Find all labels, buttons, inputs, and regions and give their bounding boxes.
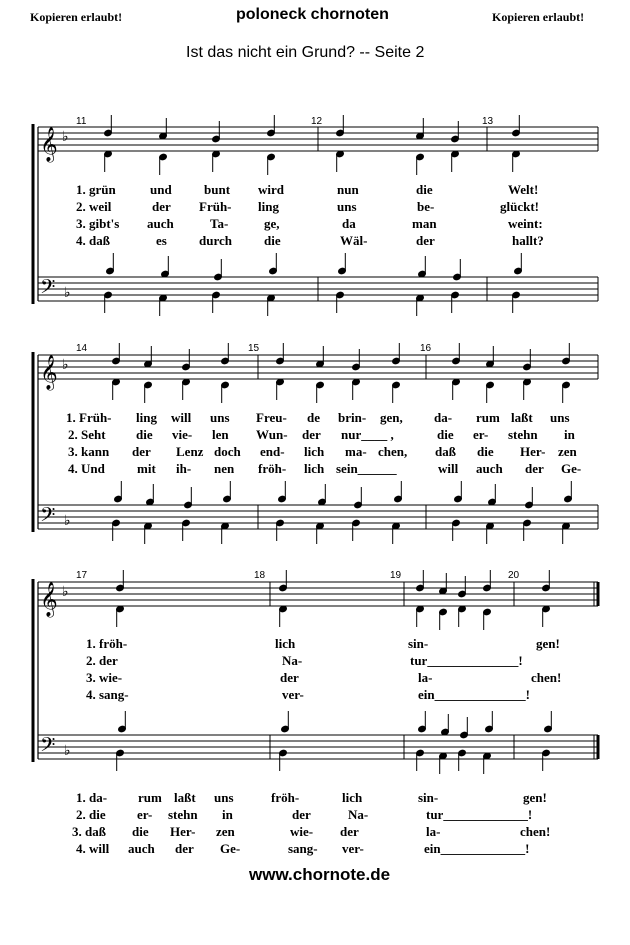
lyric-syllable: 1. fröh- [86, 636, 128, 651]
measure-number: 15 [248, 343, 260, 354]
lyric-syllable: ling [136, 410, 157, 425]
lyric-syllable: bunt [204, 182, 231, 197]
lyric-syllable: 4. Und [68, 461, 105, 476]
measure-number: 19 [390, 570, 402, 581]
lyric-syllable: gen! [523, 790, 547, 805]
lyric-syllable: laßt [511, 410, 533, 425]
lyric-syllable: weint: [508, 216, 543, 231]
measure-number: 12 [311, 116, 323, 127]
lyric-syllable: uns [214, 790, 234, 805]
lyric-syllable: nun [337, 182, 359, 197]
lyric-syllable: Ge- [561, 461, 582, 476]
lyric-syllable: vie- [172, 427, 193, 442]
lyric-syllable: doch [214, 444, 241, 459]
lyric-syllable: tur_____________! [426, 807, 533, 822]
lyric-syllable: der [525, 461, 544, 476]
lyric-syllable: Her- [170, 824, 196, 839]
lyric-syllable: sang- [288, 841, 318, 856]
lyric-syllable: er- [137, 807, 153, 822]
lyric-syllable: 4. sang- [86, 687, 129, 702]
lyric-syllable: 3. gibt's [76, 216, 120, 231]
lyric-syllable: 3. kann [68, 444, 110, 459]
lyric-syllable: glückt! [500, 199, 539, 214]
copy-note-right: Kopieren erlaubt! [492, 10, 585, 24]
lyric-syllable: da [342, 216, 356, 231]
lyric-syllable: Freu- [256, 410, 287, 425]
lyric-syllable: in [222, 807, 233, 822]
lyric-syllable: ge, [264, 216, 280, 231]
lyric-syllable: laßt [174, 790, 196, 805]
lyric-syllable: Na- [282, 653, 303, 668]
svg-text:𝄢: 𝄢 [40, 275, 56, 303]
lyric-syllable: tur______________! [410, 653, 523, 668]
lyric-syllable: Wun- [256, 427, 288, 442]
lyric-syllable: 1. grün [76, 182, 116, 197]
lyric-syllable: der [280, 670, 299, 685]
lyric-syllable: es [156, 233, 167, 248]
lyric-syllable: lich [342, 790, 363, 805]
svg-text:𝄞: 𝄞 [40, 582, 58, 617]
lyric-syllable: ling [258, 199, 279, 214]
lyric-syllable: uns [210, 410, 230, 425]
lyric-syllable: ver- [342, 841, 364, 856]
lyric-syllable: 3. daß [72, 824, 106, 839]
lyric-syllable: Wäl- [340, 233, 368, 248]
lyric-syllable: sin- [418, 790, 439, 805]
lyric-syllable: sein______ [336, 461, 397, 476]
svg-text:♭: ♭ [62, 129, 69, 145]
lyric-syllable: fröh- [271, 790, 300, 805]
lyric-syllable: auch [476, 461, 503, 476]
svg-text:♭: ♭ [64, 513, 71, 529]
lyric-syllable: brin- [338, 410, 367, 425]
lyric-syllable: chen, [378, 444, 408, 459]
page-subtitle: Ist das nicht ein Grund? -- Seite 2 [186, 44, 425, 61]
lyric-syllable: lich [275, 636, 296, 651]
lyric-syllable: 1. da- [76, 790, 108, 805]
measure-number: 20 [508, 570, 520, 581]
svg-text:♭: ♭ [64, 285, 71, 301]
svg-text:𝄢: 𝄢 [40, 503, 56, 531]
lyric-syllable: will [171, 410, 192, 425]
lyric-syllable: la- [418, 670, 433, 685]
measure-number: 11 [76, 116, 87, 127]
lyric-syllable: ma- [345, 444, 367, 459]
lyric-syllable: stehn [508, 427, 538, 442]
footer-url[interactable]: www.chornote.de [249, 865, 391, 884]
lyric-syllable: gen, [380, 410, 403, 425]
lyric-syllable: die [477, 444, 494, 459]
lyric-syllable: der [340, 824, 359, 839]
lyric-syllable: uns [337, 199, 357, 214]
lyric-syllable: stehn [168, 807, 198, 822]
lyric-syllable: Her- [520, 444, 546, 459]
lyric-syllable: der [292, 807, 311, 822]
lyric-syllable: la- [426, 824, 441, 839]
lyric-syllable: Ge- [220, 841, 241, 856]
lyric-syllable: da- [434, 410, 453, 425]
lyric-syllable: der [152, 199, 171, 214]
lyric-syllable: ein______________! [418, 687, 530, 702]
lyric-syllable: be- [417, 199, 435, 214]
lyric-syllable: auch [128, 841, 155, 856]
lyric-syllable: gen! [536, 636, 560, 651]
lyric-syllable: und [150, 182, 172, 197]
lyric-syllable: wird [258, 182, 284, 197]
svg-text:♭: ♭ [62, 584, 69, 600]
svg-text:𝄞: 𝄞 [40, 127, 58, 162]
lyric-syllable: die [264, 233, 281, 248]
lyric-syllable: durch [199, 233, 232, 248]
lyric-syllable: ein_____________! [424, 841, 530, 856]
lyric-syllable: uns [550, 410, 570, 425]
lyric-syllable: rum [476, 410, 500, 425]
lyric-syllable: 2. weil [76, 199, 112, 214]
lyric-syllable: 4. daß [76, 233, 110, 248]
lyric-syllable: auch [147, 216, 174, 231]
lyric-syllable: die [416, 182, 433, 197]
lyric-syllable: end- [260, 444, 285, 459]
lyric-syllable: Ta- [210, 216, 229, 231]
measure-number: 14 [76, 343, 88, 354]
lyric-syllable: ver- [282, 687, 304, 702]
measure-number: 18 [254, 570, 266, 581]
lyric-syllable: Lenz [176, 444, 204, 459]
copy-note-left: Kopieren erlaubt! [30, 10, 123, 24]
lyric-syllable: de [307, 410, 320, 425]
lyric-syllable: Na- [348, 807, 369, 822]
lyric-syllable: ih- [176, 461, 192, 476]
lyric-syllable: nen [214, 461, 235, 476]
svg-text:𝄢: 𝄢 [40, 733, 56, 761]
lyric-syllable: 3. wie- [86, 670, 123, 685]
lyric-syllable: 1. Früh- [66, 410, 112, 425]
lyric-syllable: rum [138, 790, 162, 805]
lyric-syllable: fröh- [258, 461, 287, 476]
lyric-syllable: chen! [520, 824, 551, 839]
lyric-syllable: Welt! [508, 182, 539, 197]
lyric-syllable: die [437, 427, 454, 442]
lyric-syllable: die [132, 824, 149, 839]
lyric-syllable: 4. will [76, 841, 110, 856]
lyric-syllable: lich [304, 444, 325, 459]
lyric-syllable: zen [558, 444, 577, 459]
lyric-syllable: der [302, 427, 321, 442]
site-title: poloneck chornoten [236, 6, 389, 23]
lyric-syllable: chen! [531, 670, 562, 685]
lyric-syllable: hallt? [512, 233, 544, 248]
lyric-syllable: der [132, 444, 151, 459]
lyric-syllable: der [416, 233, 435, 248]
lyric-syllable: daß [435, 444, 456, 459]
lyric-syllable: lich [304, 461, 325, 476]
measure-number: 16 [420, 343, 432, 354]
lyric-syllable: Früh- [199, 199, 232, 214]
svg-text:𝄞: 𝄞 [40, 355, 58, 390]
lyric-syllable: will [438, 461, 459, 476]
lyric-syllable: man [412, 216, 437, 231]
svg-text:♭: ♭ [62, 357, 69, 373]
lyric-syllable: sin- [408, 636, 429, 651]
lyric-syllable: wie- [290, 824, 314, 839]
measure-number: 13 [482, 116, 494, 127]
lyric-syllable: er- [473, 427, 489, 442]
lyric-syllable: 2. Seht [68, 427, 106, 442]
lyric-syllable: in [564, 427, 575, 442]
lyric-syllable: der [175, 841, 194, 856]
lyric-syllable: die [136, 427, 153, 442]
measure-number: 17 [76, 570, 88, 581]
lyric-syllable: 2. die [76, 807, 106, 822]
lyric-syllable: mit [137, 461, 156, 476]
svg-text:♭: ♭ [64, 743, 71, 759]
lyric-syllable: len [212, 427, 229, 442]
lyric-syllable: zen [216, 824, 235, 839]
lyric-syllable: nur____ , [341, 427, 394, 442]
lyric-syllable: 2. der [86, 653, 118, 668]
